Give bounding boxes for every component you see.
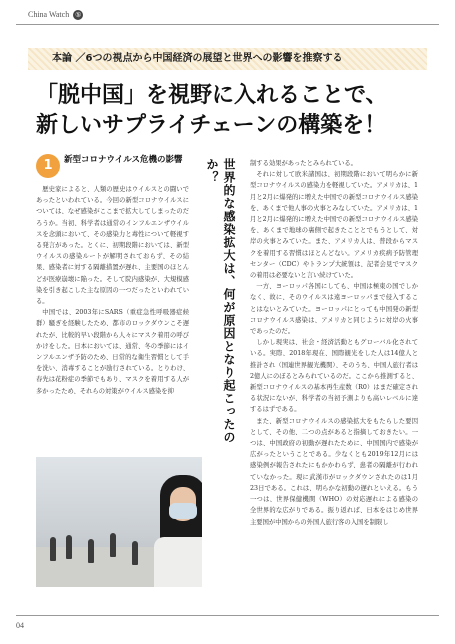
photo-traveler	[132, 541, 138, 565]
page-number: 04	[16, 621, 24, 630]
photo-face-mask	[169, 503, 197, 519]
header-rule	[16, 24, 439, 25]
photo-traveler	[66, 535, 72, 559]
photo-traveler	[50, 537, 56, 561]
section-number-badge: 1	[36, 154, 60, 178]
body-column-right	[250, 158, 418, 598]
running-title: China Watch	[28, 10, 70, 19]
issue-mark: ⑤	[75, 11, 82, 20]
paragraph: それに対して欧米諸国は、初期段階において明らかに新型コロナウイルスの感染力を軽視していた。アメリカは、1月と2月に爆発的に増えた中国での新型コロナウイルス感染を、あくまで他人事の火事とみなしていた。アメリカは、1月と2月に爆発的に増えた中国での新型コロナウイルス感染を、あくまで地球の裏側で起きたこととでもうとして、対岸の火事とみていた。また、アメリカ人は、普段からマスクを着用する習慣はほとんどない。アメリカ疾病予防管理センター（CDC）やトランプ大統領は、記者会見でマスクの着用は必要ないと言い続けていた。	[250, 171, 418, 280]
section-title: 新型コロナウイルス危機の影響	[64, 155, 183, 165]
title-line-2: 新しいサプライチェーンの構築を！	[36, 112, 387, 138]
paragraph: しかし現実は、社会・経済活動ともグローバル化されている。実際、2018年現在、国際観光をした人は14億人と推計され（国連世界観光機関）、そのうち、中国人旅行者は2億人にのぼるとみられているのだ。ここから推測すると、新型コロナウイルスの基本再生産数（R0）はまだ確定される状況にないが、科学者の当初予測よりも高いレベルに達するはずである。	[250, 339, 418, 414]
paragraph: 制する効果があったとみられている。	[250, 160, 357, 167]
paragraph: 歴史家によると、人類の歴史はウイルスとの闘いであったといわれている。今回の新型コロナウイルスについては、なぜ感染がここまで拡大してしまったのだろうか。当初、科学者は通常のインフルエンザウイルスを念頭において、その感染力と毒性について軽視する発言があった。とくに、初期段階においては、新型ウイルスの感染ルートが解明されておらず、その結果、感染者に対する隔離措置が遅れ、主要国のほとんどが医療崩壊に陥った。そして院内感染が、大規模感染を引き起こした主な原因の一つだったといわれている。	[36, 186, 189, 306]
paragraph: 中国では、2003年にSARS（重症急性呼吸器症候群）騒ぎを経験したため、都市のロックダウンこそ遅れたが、比較的早い段階から人々にマスク着用の呼びかけをした。日本においては、通常、冬の季節にはインフルエンザ予防のため、日常的な衛生習慣として手を洗い、消毒することが励行されている。とりわけ、春先は花粉症の季節でもあり、マスクを着用する人が多かったため、それらの対策がウイルス感染を抑	[36, 309, 189, 395]
running-header	[28, 10, 83, 20]
vertical-heading: 世界的な感染拡大は、何が原因となり起こったのか？	[205, 158, 236, 444]
photo-masked-woman-airport	[36, 457, 202, 587]
section-heading	[36, 154, 186, 180]
photo-woman-coat	[154, 537, 202, 587]
photo-traveler	[110, 533, 116, 557]
paragraph: また、新型コロナウイルスの感染拡大をもたらした要因として、その他、二つの点があると指摘しておきたい。一つは、中国政府の初動が遅れたために、中国国内で感染が広がったということである。少なくとも2019年12月には感染例が報告されたにもかかわらず、患者の隔離が行われていなかった。現に武漢市がロックダウンされたのは1月23日である。これは、明らかな初動の遅れといえる。もう一つは、世界保健機関（WHO）の対応遅れによる感染の全世界的な広がりである。振り返れば、日本をはじめ世界主要国が中国からの外国人旅行客の入国を制限し	[250, 417, 418, 526]
footer-rule	[16, 615, 439, 616]
title-line-1: 「脱中国」を視野に入れることで、	[36, 82, 388, 108]
series-banner: 本論 ／6つの視点から中国経済の展望と世界への影響を推察する	[28, 48, 427, 70]
paragraph: 一方、ヨーロッパ各国にしても、中国は極東の国でしかなく、故に、そのウイルスは遠ヨーロッパまで侵入することはないとみていた。ヨーロッパにとっても中国発の新型コロナウイルス感染は、アメリカと同じように対岸の火事であったのだ。	[250, 283, 418, 336]
photo-traveler	[88, 539, 94, 563]
article-title	[36, 80, 388, 140]
body-column-left	[36, 184, 189, 452]
